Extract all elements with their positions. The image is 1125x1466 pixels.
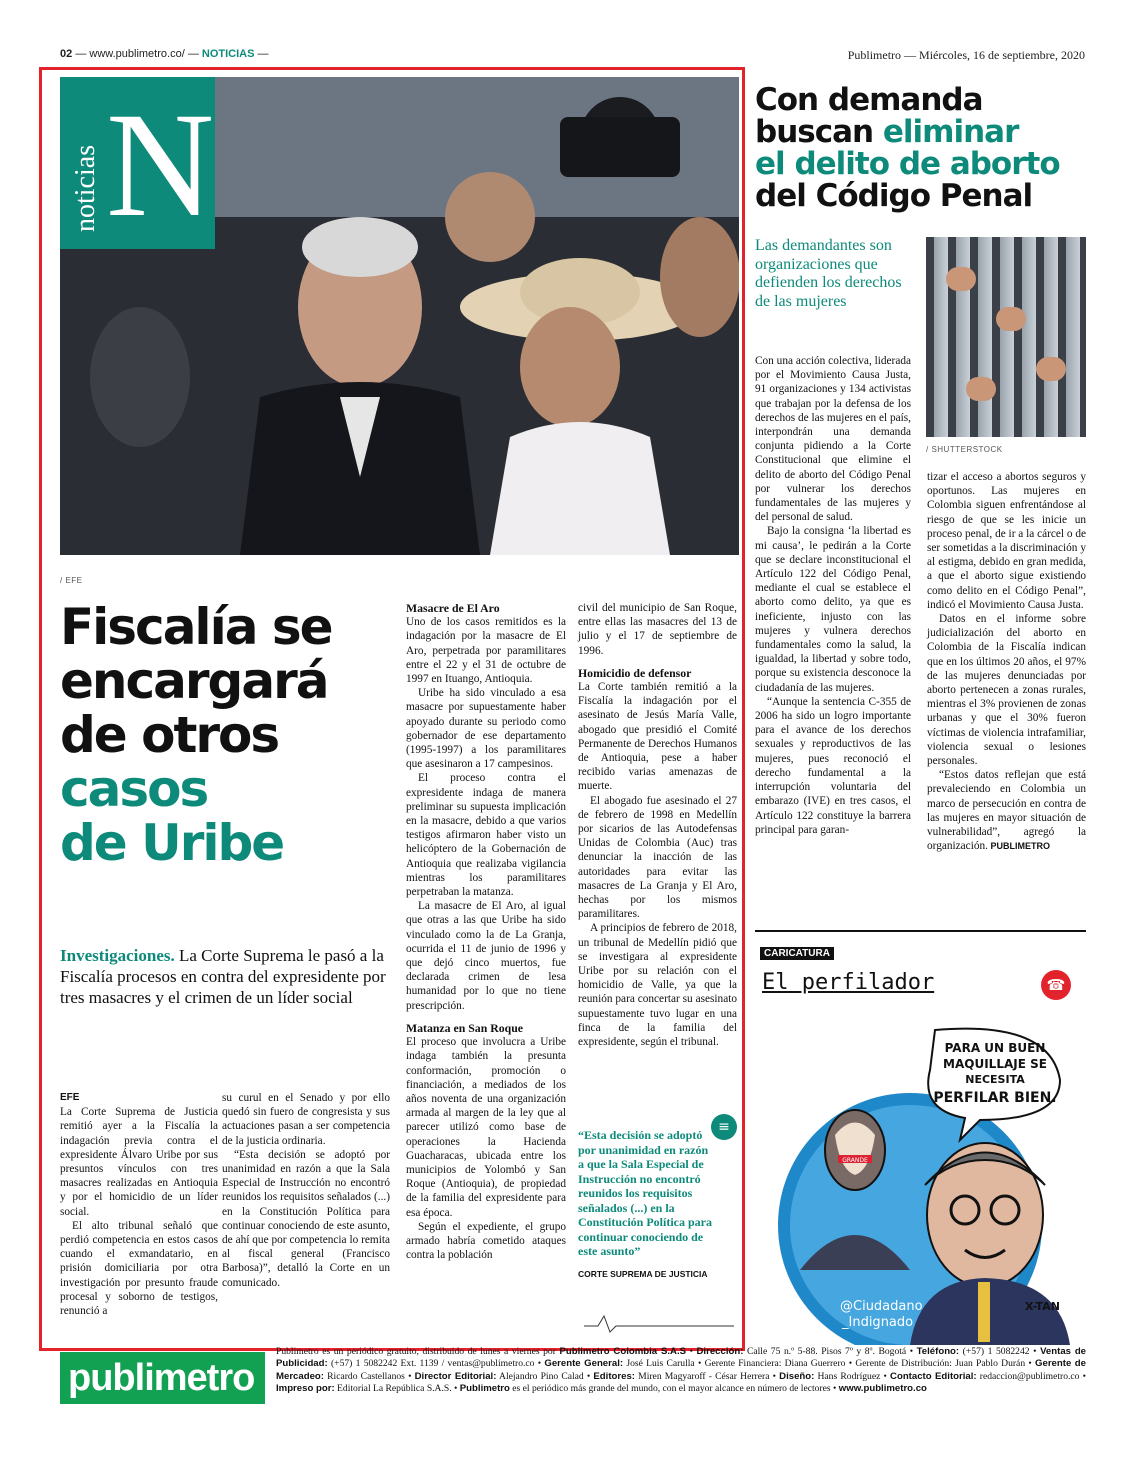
- col1-p2: El alto tribunal señaló que perdió competencia en estos casos cuando el exmandatario, en prisión domiciliaria por otra investigación por presunto fraude procesal y soborno de testigos, renunció a: [60, 1219, 218, 1318]
- col4-p4: A principios de febrero de 2018, un tribunal de Medellín pidió que se investigara al expresidente Uribe por su relación con el homicidio de Valle, ya que la reunión para concertar su asesinato supuestamente tuvo lugar en una finca de la familia del expresidente, según el tribunal.: [578, 922, 737, 1049]
- page-header: [60, 48, 1085, 66]
- issue-date: Miércoles, 16 de septiembre, 2020: [919, 48, 1085, 62]
- col3-p1: Uno de los casos remitidos es la indagación por la masacre de El Aro, perpetrada por paramilitares entre el 22 y el 31 de octubre de 1997 en Ituango, Antioquia.: [406, 616, 566, 686]
- footer-t10: Gerente General:: [544, 1358, 624, 1370]
- col1-p1: La Corte Suprema de Justicia remitió ayer a la Fiscalía la indagación previa contra el expresidente Álvaro Uribe por sus presuntos vínculos con tres masacres realizadas en Antioquia y por el homicidio de un líder social.: [60, 1106, 218, 1218]
- header-sep-3: —: [257, 48, 269, 60]
- footer-t4: Dirección:: [696, 1346, 744, 1357]
- side-headline-b1: buscan: [755, 114, 883, 150]
- jail-photo-hand-4: [966, 377, 996, 401]
- jail-photo-hand-1: [946, 267, 976, 291]
- footer-t3: •: [686, 1346, 697, 1357]
- side-headline: [755, 84, 1095, 212]
- jail-photo-hand-3: [1036, 357, 1066, 381]
- footer-t18: Diseño:: [779, 1370, 815, 1382]
- footer-t8: Ventas de Publicidad:: [276, 1346, 1087, 1370]
- artist-signature: X-TAN: [1025, 1300, 1060, 1313]
- bubble-line-3: NECESITA: [965, 1073, 1025, 1086]
- footer-t24: Publimetro: [459, 1383, 510, 1395]
- handle-line-2: _Indignado: [842, 1315, 914, 1330]
- footer-t2: Publimetro Colombia S.A.S: [559, 1346, 687, 1357]
- side-headline-a: Con demanda: [755, 82, 983, 118]
- handle-line-1: @Ciudadano: [840, 1299, 923, 1314]
- headline-line-5: de Uribe: [60, 814, 284, 872]
- jail-photo-hand-2: [996, 307, 1026, 331]
- col3-p2: Uribe ha sido vinculado a esa masacre por supuestamente haber apoyado durante su periodo como gobernador de ese departamento (1995-1997) a los paramilitares que asesinaron a 17 campesinos.: [406, 687, 566, 771]
- featured-article-frame: [39, 67, 745, 1351]
- publication-name: Publimetro: [847, 48, 902, 62]
- header-sep-2: —: [187, 48, 202, 60]
- bubble-line-2: MAQUILLAJE SE: [943, 1057, 1047, 1071]
- footer-t13: Ricardo Castellanos •: [323, 1370, 415, 1382]
- badge-letter: N: [106, 82, 215, 248]
- col4-subhead-1: Homicidio de defensor: [578, 665, 692, 680]
- page-number: 02: [60, 48, 73, 60]
- side-headline-c: el delito de aborto: [755, 146, 1060, 182]
- footer-t11: José Luis Carulla • Gerente Financiera: Diana Guerrero • Gerente de Distribución: Juan Pablo Durán •: [623, 1358, 1036, 1370]
- side-c2-p1: tizar el acceso a abortos seguros y oportunos. Las mujeres en Colombia siguen enfrentándose al riesgo de que se les inicie un proceso penal, de ir a la cárcel o de ser sometidas a la discriminación y al estigma, debido en gran medida, a que el aborto sigue existiendo como delito en el Código Penal”, indicó el Movimiento Causa Justa.: [927, 471, 1087, 611]
- header-left: [60, 48, 269, 60]
- badge-word: noticias: [70, 144, 101, 232]
- headline-line-1: Fiscalía se: [60, 598, 332, 656]
- byline: EFE: [60, 1092, 80, 1103]
- col3-p4: La masacre de El Aro, al igual que otras a las que Uribe ha sido vinculado como la de La Granja, ocurrida el 11 de junio de 1996 y que dejó cinco muertos, fue declarada crimen de lesa humanidad por lo que no tiene prescripción.: [406, 900, 566, 1012]
- lead-kicker: Investigaciones.: [60, 946, 175, 965]
- side-c2-p2: Datos en el informe sobre judicialización del aborto en Colombia de la Fiscalía indican que en los últimos 20 años, el 97% de las mujeres denunciadas por aborto pertenecen a zonas rurales, mientras el 3% provienen de zonas urbanas y que el 30% fueron víctimas de violencia intrafamiliar, violencia sexual o lesiones personales.: [927, 613, 1086, 768]
- side-c2-sign: PUBLIMETRO: [987, 841, 1050, 852]
- header-sep-1: —: [75, 48, 90, 60]
- footer-t9: (+57) 1 5082242 Ext. 1139 / ventas@publimetro.co •: [327, 1358, 545, 1370]
- side-subhead: Las demandantes son organizaciones que defienden los derechos de las mujeres: [755, 237, 902, 310]
- footer-t26: www.publimetro.co: [838, 1383, 927, 1395]
- caricatura-icon: ☎: [1041, 970, 1071, 1000]
- footer-t14: Director Editorial:: [414, 1370, 497, 1382]
- footer-t1: Publimetro es un periódico gratuito, distribuido de lunes a viernes por: [276, 1346, 560, 1357]
- main-photo-credit: / EFE: [60, 576, 83, 585]
- caricature-svg: [760, 1010, 1086, 1345]
- jail-photo: [926, 237, 1086, 437]
- header-right: [848, 48, 1085, 63]
- headline-line-4: casos: [60, 760, 208, 818]
- col4-p3: El abogado fue asesinado el 27 de febrero de 1998 en Medellín por sicarios de las Autodefensas Unidas de Colombia (Auc) tras denunciar la inacción de las autoridades para evitar las masacres de La Granja y El Aro, hechas por los mismos paramilitares.: [578, 794, 737, 921]
- col4-p1: civil del municipio de San Roque, entre ellas las masacres del 13 de julio y el 17 de septiembre de 1996.: [578, 602, 737, 657]
- side-c2-p3: “Estos datos reflejan que está prevaleciendo en Colombia un marco de persecución en contra de las mujeres en mayor situación de vulnerabilidad”, agregó la organización.: [927, 769, 1086, 853]
- side-c1-p3: “Aunque la sentencia C-355 de 2006 ha sido un logro importante para el avance de los derechos sexuales y reproductivos de las mujeres, pues reconoció el derecho fundamental a la interrupción voluntaria del embarazo (IVE) en tres casos, el Artículo 122 constituye la barrera principal para garan-: [755, 695, 911, 836]
- mask-label: GRANDE: [842, 1157, 868, 1164]
- footer-t25: es el periódico más grande del mundo, con el mayor alcance en número de lectores •: [509, 1383, 839, 1395]
- side-col-2: [927, 470, 1086, 853]
- pull-quote-text: “Esta decisión se adoptó por unanimidad en razón a que la Sala Especial de Instrucción no encontró reunidos los requisitos señalados (...) en la Constitución Política para continuar conociendo de este asunto”: [578, 1128, 712, 1258]
- footer-t7: (+57) 1 5082242 •: [959, 1346, 1041, 1357]
- footer-credits: [276, 1346, 1086, 1396]
- footer-t22: Impreso por:: [276, 1383, 335, 1395]
- col3-p6: Según el expediente, el grupo armado habría cometido ataques contra la población: [406, 1220, 566, 1262]
- headline-line-2: encargará: [60, 652, 328, 710]
- footer-t19: Hans Rodríguez •: [814, 1370, 891, 1382]
- side-col-1: [755, 354, 911, 837]
- quote-bubble-icon: ≡: [711, 1114, 737, 1140]
- col2-p1: su curul en el Senado y por ello quedó sin fuero de congresista y sus actuaciones pasan a ser competencia de la justicia ordinaria.: [222, 1092, 390, 1147]
- col2-p2: “Esta decisión se adoptó por unanimidad en razón a que la Sala Especial de Instrucción no encontró reunidos los requisitos señalados (...) en la Constitución Política para continuar conociendo de este asunto, de ahí que por competencia lo remita al fiscal general (Francisco Barbosa)”, detalló la Corte en un comunicado.: [222, 1148, 390, 1289]
- bubble-line-1: PARA UN BUEN: [944, 1041, 1046, 1055]
- col3-p5: El proceso que involucra a Uribe indaga también la presunta conformación, promoción o financiación, a mediados de los años noventa de una organización armada al margen de la ley que al parecer utilizó como base de operaciones la Hacienda Guacharacas, ubicada entre los municipios de Yolombó y San Roque (Antioquia), de propiedad de la familia del expresidente para esa época.: [406, 1036, 566, 1219]
- bubble-line-4: PERFILAR BIEN.: [933, 1090, 1057, 1106]
- footer-t12: Gerente de Mercadeo:: [276, 1358, 1087, 1382]
- section-name: NOTICIAS: [201, 48, 255, 60]
- lead-text: La Corte Suprema le pasó a la Fiscalía procesos en contra del expresidente por tres masacres y el crimen de un líder social: [60, 946, 386, 1007]
- side-headline-d: del Código Penal: [755, 178, 1033, 214]
- publimetro-logo: publimetro: [60, 1352, 265, 1404]
- footer-t6: Teléfono:: [916, 1346, 960, 1357]
- footer-t17: Miren Magyaroff - César Herrera •: [635, 1370, 780, 1382]
- caricatura-rule: [755, 930, 1086, 932]
- caricatura-title: El perfilador: [762, 970, 935, 995]
- side-headline-b: [755, 116, 1095, 148]
- col3-p3: El proceso contra el expresidente indaga de manera preliminar su supuesta implicación en la masacre, debido a que varios testigos afirmaron haber visto un helicóptero de la Gobernación de Antioquia que realizaba vigilancia mientras los paramilitares perpetraban la matanza.: [406, 772, 566, 899]
- caricatura-tag: CARICATURA: [760, 947, 834, 960]
- footer-t5: Calle 75 n.º 5-88. Pisos 7º y 8º. Bogotá •: [743, 1346, 917, 1357]
- col4-p2: La Corte también remitió a la Fiscalía la indagación por el asesinato de Jesús María Valle, abogado que presidió el Comité Permanente de Derechos Humanos de Antioquia, pese a haber recibido varias amenazas de muerte.: [578, 681, 737, 793]
- col3-subhead-2: Matanza en San Roque: [406, 1020, 523, 1035]
- footer-t23: Editorial La República S.A.S. •: [334, 1383, 460, 1395]
- pull-quote-author: CORTE SUPREMA DE JUSTICIA: [578, 1268, 708, 1279]
- footer-t16: Editores:: [593, 1370, 635, 1382]
- footer-t20: Contacto Editorial:: [890, 1370, 977, 1382]
- side-c1-p2: Bajo la consigna ‘la libertad es mi causa’, le pedirán a la Corte que se declare inconstitucional el Artículo 122 del Código Penal, mediante el cual se establece el aborto como delito, ya que es ineficiente, injusto con las mujeres y vulnera derechos fundamentales como la salud, la igualdad, la libertad y sobre todo, porque su existencia desconoce la ciudadanía de las mujeres.: [755, 525, 911, 694]
- footer-t15: Alejandro Pino Calad •: [496, 1370, 594, 1382]
- header-sep-4: —: [904, 48, 920, 62]
- col3-subhead-1: Masacre de El Aro: [406, 601, 500, 615]
- caricature-illustration: [760, 1010, 1086, 1345]
- headline-line-3: de otros: [60, 706, 279, 764]
- jail-photo-credit: / SHUTTERSTOCK: [926, 445, 1003, 454]
- side-c1-p1: Con una acción colectiva, liderada por el Movimiento Causa Justa, 91 organizaciones y 134 activistas que trabajan por la defensa de los derechos de las mujeres en el país, interpondrán una demanda conjunta pidiendo a la Corte Constitucional que elimine el delito de aborto del Código Penal por vulnerar los derechos fundamentales de las mujeres y del personal de salud.: [755, 355, 911, 524]
- site-url: www.publimetro.co/: [89, 48, 185, 60]
- footer-t21: redaccion@publimetro.co •: [976, 1370, 1086, 1382]
- side-headline-b2: eliminar: [882, 114, 1019, 150]
